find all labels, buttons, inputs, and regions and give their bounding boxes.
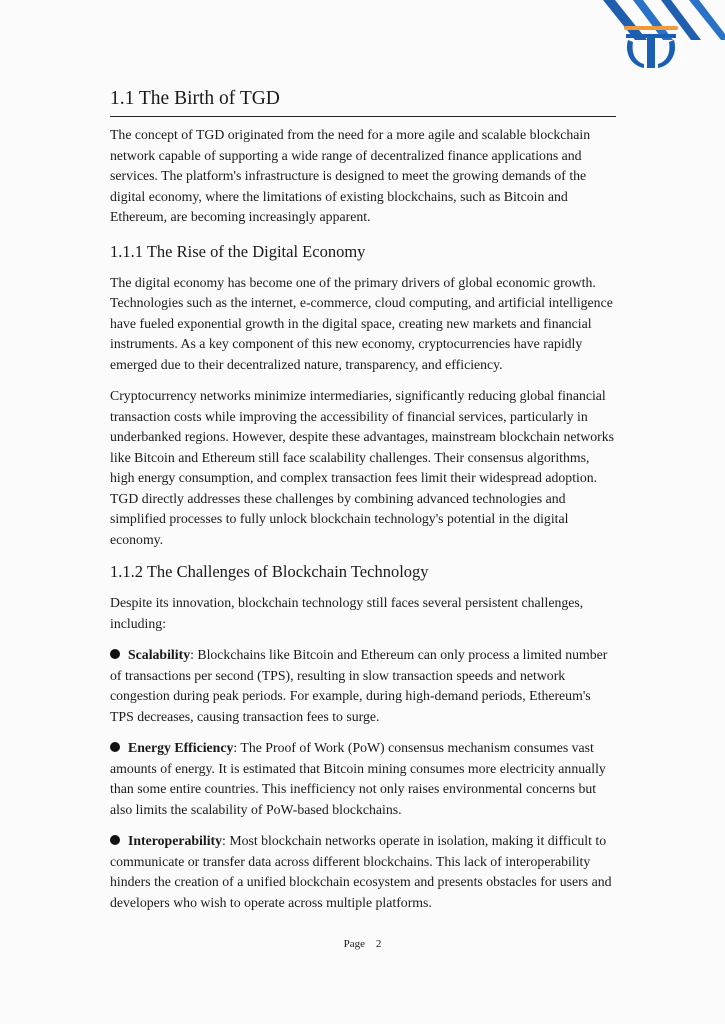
bullet-energy-efficiency <box>110 738 616 820</box>
bullet-icon <box>110 742 120 752</box>
intro-paragraph: The concept of TGD originated from the need for a more agile and scalable blockchain network capable of supporting a wide range of decentralized finance applications and services. The platform's infrastructure is designed to meet the growing demands of the digital economy, where the limitations of existing blockchains, such as Bitcoin and Ethereum, are becoming increasingly apparent. <box>110 127 591 224</box>
bullet-icon <box>110 649 120 659</box>
bullet-interoperability <box>110 831 616 913</box>
tgd-logo-icon <box>622 26 680 70</box>
page-number <box>0 938 725 950</box>
bullet-text: : Most blockchain networks operate in isolation, making it difficult to communicate or transfer data across different blockchains. This lack of interoperability hinders the creation of a unified blockchain ecosystem and presents obstacles for users and developers who wish to operate across multiple platforms. <box>110 833 612 910</box>
bullet-text: : Blockchains like Bitcoin and Ethereum can only process a limited number of transactions per second (TPS), resulting in slow transaction speeds and network congestion during peak periods. For example, during high-demand periods, Ethereum's TPS decreases, causing transaction fees to surge. <box>110 647 608 724</box>
subsection-title-1: 1.1.1 The Rise of the Digital Economy <box>110 241 366 261</box>
bullet-term: Interoperability <box>128 833 223 848</box>
bullet-icon <box>110 835 120 845</box>
bullet-term: Scalability <box>128 647 191 662</box>
subsection-title-2: 1.1.2 The Challenges of Blockchain Technology <box>110 562 429 581</box>
paragraph-crypto-networks: Cryptocurrency networks minimize intermediaries, significantly reducing global financial transaction costs while improving the accessibility of financial services, particularly in underbanked regions. However, despite these advantages, mainstream blockchain networks like Bitcoin and Ethereum still face scalability challenges. Their consensus algorithms, high energy consumption, and complex transaction fees limit their widespread adoption. TGD directly addresses these challenges by combining advanced technologies and simplified processes to fully unlock blockchain technology's potential in the digital economy. <box>110 388 615 547</box>
document-body <box>110 86 616 913</box>
paragraph-digital-economy: The digital economy has become one of the primary drivers of global economic growth. Technologies such as the internet, e-commerce, cloud computing, and artificial intelligence have fueled exponential growth in the digital space, creating new markets and financial instruments. As a key component of this new economy, cryptocurrencies have rapidly emerged due to their decentralized nature, transparency, and efficiency. <box>110 274 613 372</box>
section-heading: 1.1 The Birth of TGD <box>110 86 616 117</box>
bullet-term: Energy Efficiency <box>128 740 234 755</box>
page-label: Page <box>343 938 366 950</box>
paragraph-challenges-intro: Despite its innovation, blockchain technology still faces several persistent challenges, including: <box>110 595 584 631</box>
bullet-text: : The Proof of Work (PoW) consensus mechanism consumes vast amounts of energy. It is estimated that Bitcoin mining consumes more electricity annually than some entire countries. This inefficiency not only raises environmental concerns but also limits the scalability of PoW-based blockchains. <box>110 740 606 817</box>
page-number-value: 2 <box>375 938 382 950</box>
bullet-scalability <box>110 645 616 727</box>
